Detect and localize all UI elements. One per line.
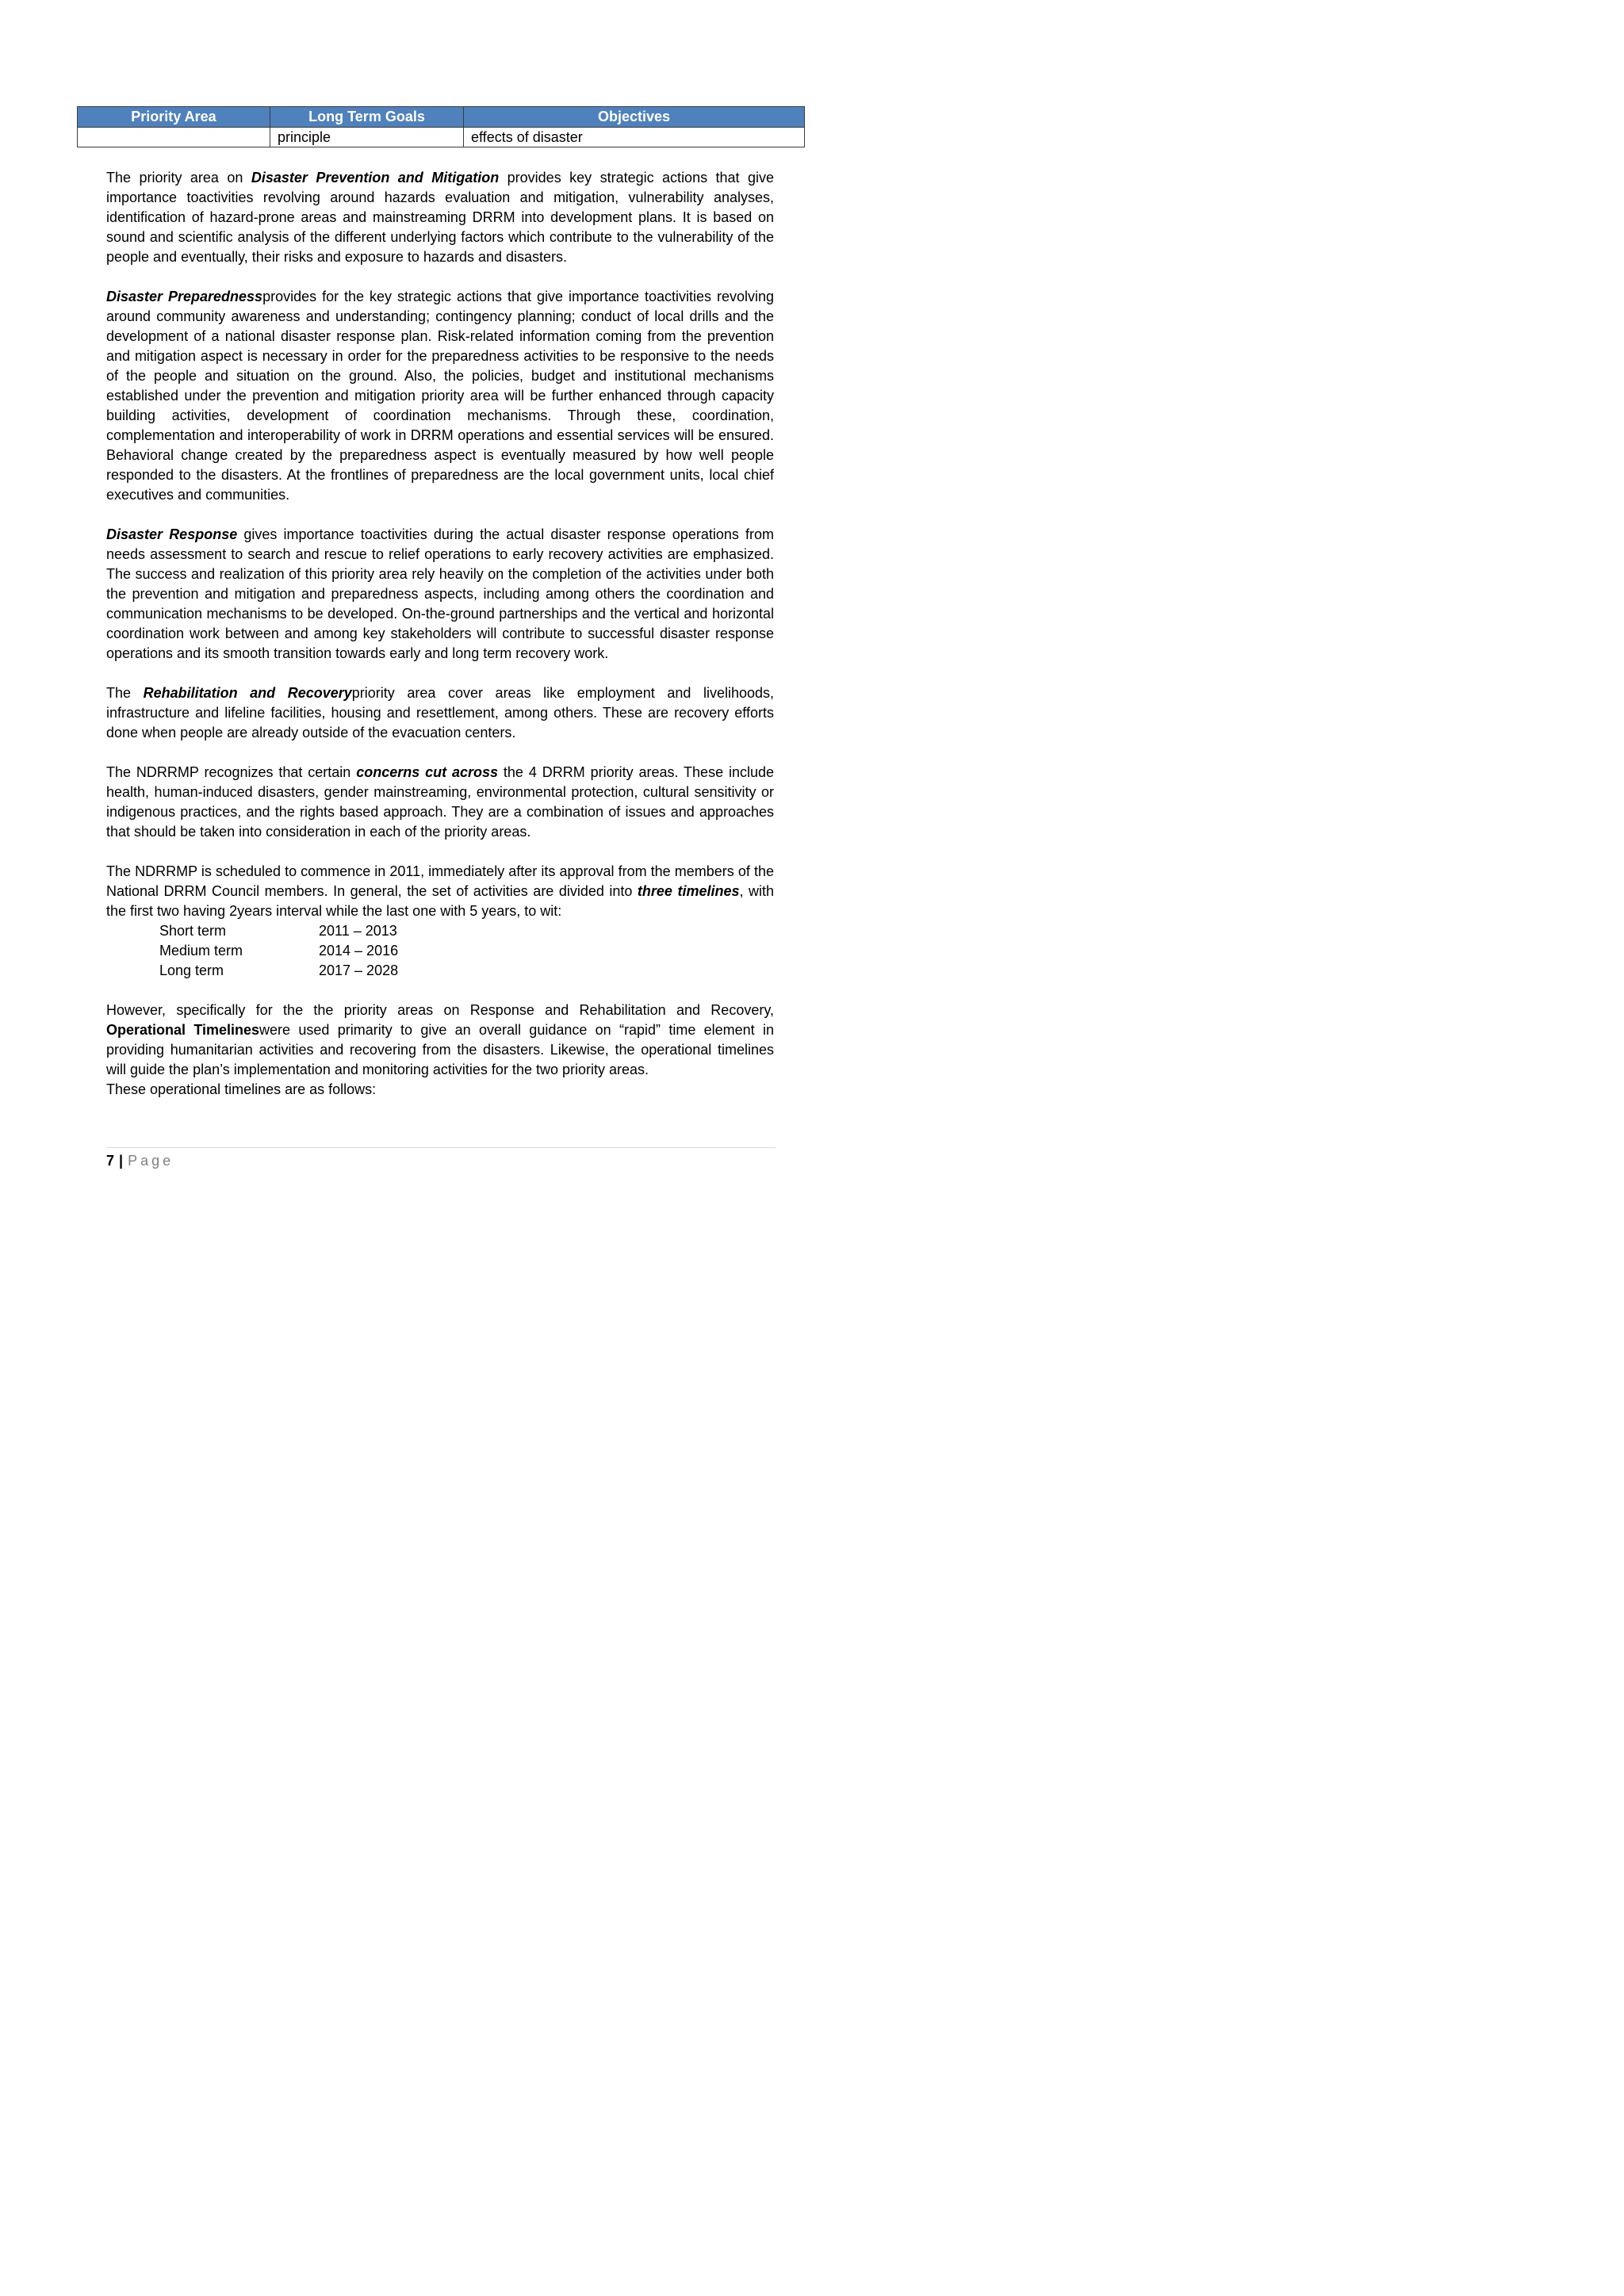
timeline-years: 2017 – 2028	[319, 962, 399, 978]
page-number: 7	[106, 1153, 115, 1169]
timeline-row	[106, 921, 774, 941]
paragraph-operational-timelines	[106, 1001, 774, 1100]
timeline-years: 2014 – 2016	[319, 943, 399, 959]
paragraph-rehabilitation-recovery	[106, 683, 774, 743]
p5-lead: The NDRRMP recognizes that certain	[106, 764, 357, 780]
p2-rest: provides for the key strategic actions that give importance toactivities revolving around community awareness and understanding; contingency planning; conduct of local drills and the development of a national disaster response plan. Risk-related information coming from the prevention and mitigation aspect is necessary in order for the preparedness activities to be responsive to the needs of the people and situation on the ground. Also, the policies, budget and institutional mechanisms established under the prevention and mitigation priority area will be further enhanced through capacity building activities, development of coordination mechanisms. Through these, coordination, complementation and interoperability of work in DRRM operations and essential services will be ensured. Behavioral change created by the preparedness aspect is eventually measured by how well people responded to the disasters. At the frontlines of preparedness are the local government units, local chief executives and communities.	[106, 289, 774, 503]
table-header-row	[78, 107, 805, 128]
timeline-label: Medium term	[159, 943, 243, 959]
p7-lead: However, specifically for the the priority areas on Response and Rehabilitation and Recovery,	[106, 1002, 774, 1018]
p7-strong: Operational Timelines	[106, 1022, 260, 1038]
p1-emphasis: Disaster Prevention and Mitigation	[251, 170, 500, 186]
page-footer	[106, 1151, 174, 1171]
p6-rest: , with the first two having 2years interval while the last one with 5 years, to wit:	[106, 883, 775, 919]
paragraph-cross-cutting-concerns	[106, 763, 774, 842]
p4-emphasis: Rehabilitation and Recovery	[143, 685, 352, 701]
p3-emphasis: Disaster Response	[106, 526, 238, 542]
footer-divider	[106, 1147, 776, 1148]
paragraph-response	[106, 525, 774, 664]
cell-long-term-goals: principle	[270, 128, 464, 147]
cell-priority-area	[78, 128, 270, 147]
p5-rest: the 4 DRRM priority areas. These include health, human-induced disasters, gender mainstreaming, environmental protection, cultural sensitivity or indigenous practices, and the rights based approach. They are a combination of issues and approaches that should be taken into consideration in each of the priority areas.	[106, 764, 774, 840]
timeline-years: 2011 – 2013	[319, 923, 397, 939]
p1-lead: The priority area on	[106, 170, 251, 186]
paragraph-prevention-mitigation	[106, 168, 774, 267]
header-priority-area: Priority Area	[78, 107, 270, 128]
p6-lead: The NDRRMP is scheduled to commence in 2011, immediately after its approval from the members of the National DRRM Council members. In general, the set of activities are divided into	[106, 863, 774, 899]
document-page	[0, 0, 880, 1242]
p3-rest: gives importance toactivities during the actual disaster response operations from needs assessment to search and rescue to relief operations to early recovery activities are emphasized. The success and realization of this priority area rely heavily on the completion of the activities under both the prevention and mitigation and preparedness aspects, including among others the coordination and communication mechanisms to be developed. On-the-ground partnerships and the vertical and horizontal coordination work between and among key stakeholders will contribute to successful disaster response operations and its smooth transition towards early and long term recovery work.	[106, 526, 774, 661]
timeline-row	[106, 961, 774, 981]
p5-emphasis: concerns cut across	[356, 764, 499, 780]
timeline-row	[106, 941, 774, 961]
timeline-list	[106, 921, 774, 981]
priority-table	[77, 106, 805, 147]
header-long-term-goals: Long Term Goals	[270, 107, 464, 128]
operational-timelines-text	[106, 1001, 774, 1080]
cell-objectives: effects of disaster	[464, 128, 805, 147]
p4-rest: priority area cover areas like employment and livelihoods, infrastructure and lifeline facilities, housing and resettlement, among others. These are recovery efforts done when people are already outside of the evacuation centers.	[106, 685, 774, 740]
timeline-label: Short term	[159, 923, 227, 939]
body-text	[106, 168, 774, 1100]
p7-rest: were used primarity to give an overall guidance on “rapid” time element in providing humanitarian activities and recovering from the disasters. Likewise, the operational timelines will guide the plan’s implementation and monitoring activities for the two priority areas.	[106, 1022, 774, 1077]
p6-emphasis: three timelines	[637, 883, 740, 899]
timelines-intro	[106, 862, 774, 921]
operational-timelines-last-line: These operational timelines are as follows:	[106, 1081, 377, 1097]
p2-emphasis: Disaster Preparedness	[106, 289, 263, 304]
footer-separator: |	[119, 1153, 124, 1169]
page-label: Page	[128, 1153, 174, 1169]
table-row	[78, 128, 805, 147]
paragraph-preparedness	[106, 287, 774, 505]
paragraph-timelines	[106, 862, 774, 981]
p4-lead: The	[106, 685, 144, 701]
header-objectives: Objectives	[464, 107, 805, 128]
timeline-label: Long term	[159, 962, 224, 978]
p1-rest: provides key strategic actions that give importance toactivities revolving around hazards evaluation and mitigation, vulnerability analyses, identification of hazard-prone areas and mainstreaming DRRM into development plans. It is based on sound and scientific analysis of the different underlying factors which contribute to the vulnerability of the people and eventually, their risks and exposure to hazards and disasters.	[106, 170, 775, 265]
